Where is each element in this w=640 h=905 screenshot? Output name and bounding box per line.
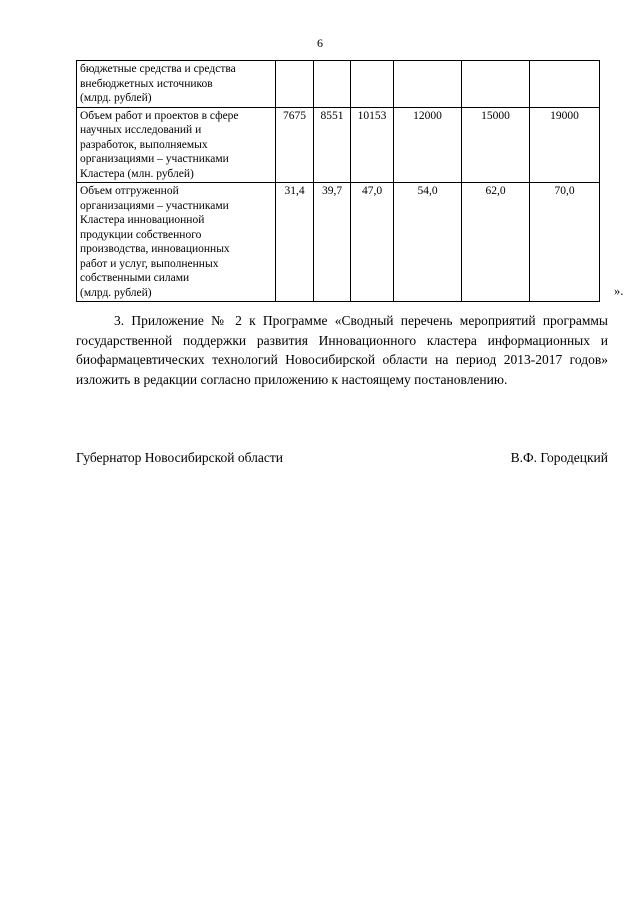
signatory-name: В.Ф. Городецкий — [510, 450, 608, 465]
value-cell: 8551 — [314, 107, 351, 183]
value-cell: 19000 — [530, 107, 600, 183]
indicator-label-line: (млрд. рублей) — [80, 286, 152, 299]
value-cell: 54,0 — [394, 183, 462, 302]
value-cell — [351, 61, 394, 108]
indicator-label-line: научных исследований и — [80, 124, 202, 136]
signatory-position: Губернатор Новосибирской области — [76, 450, 284, 465]
value-cell: 7675 — [276, 107, 314, 183]
value-cell: 15000 — [462, 107, 530, 183]
table-row — [77, 107, 600, 183]
indicator-label-line: работ и услуг, выполненных — [80, 257, 219, 270]
indicator-label-line: производства, инновационных — [80, 243, 230, 255]
indicator-label-line: собственными силами — [80, 272, 190, 284]
indicator-label-line: Кластера инновационной — [80, 214, 205, 226]
value-cell: 70,0 — [530, 183, 600, 302]
indicator-label-line: Кластера (млн. рублей) — [80, 167, 194, 180]
value-cell: 62,0 — [462, 183, 530, 302]
value-cell: 31,4 — [276, 183, 314, 302]
indicator-label-line: разработок, выполняемых — [80, 138, 208, 151]
indicator-label-line: бюджетные средства и средства — [80, 63, 236, 75]
value-cell: 39,7 — [314, 183, 351, 302]
indicator-label-line: организациями – участниками — [80, 199, 229, 212]
value-cell: 10153 — [351, 107, 394, 183]
closing-quote: ». — [614, 284, 624, 298]
item-3-paragraph: 3. Приложение № 2 к Программе «Сводный перечень мероприятий программы государственной поддержки развития Инновационного кластера информационных и биофармацевтических технологий Новосибирской области на период 2013-2017 годов» изложить в редакции согласно приложению к настоящему постановлению. — [76, 313, 608, 387]
indicator-label-line: внебюджетных источников — [80, 77, 213, 90]
value-cell — [314, 61, 351, 108]
value-cell — [530, 61, 600, 108]
indicators-table — [76, 60, 600, 302]
value-cell — [394, 61, 462, 108]
indicator-label-line: продукции собственного — [80, 228, 202, 241]
table-row — [77, 61, 600, 108]
indicator-label-cell — [77, 183, 276, 302]
indicator-label-line: Объем отгруженной — [80, 185, 179, 197]
value-cell: 47,0 — [351, 183, 394, 302]
value-cell — [276, 61, 314, 108]
indicator-label-line: (млрд. рублей) — [80, 92, 152, 104]
value-cell: 12000 — [394, 107, 462, 183]
indicator-label-cell — [77, 61, 276, 108]
indicator-label-cell — [77, 107, 276, 183]
table-row — [77, 183, 600, 302]
indicator-label-line: организациями – участниками — [80, 153, 229, 165]
indicator-label-line: Объем работ и проектов в сфере — [80, 109, 239, 122]
signature-block — [76, 450, 608, 466]
value-cell — [462, 61, 530, 108]
page-number: 6 — [317, 36, 323, 50]
